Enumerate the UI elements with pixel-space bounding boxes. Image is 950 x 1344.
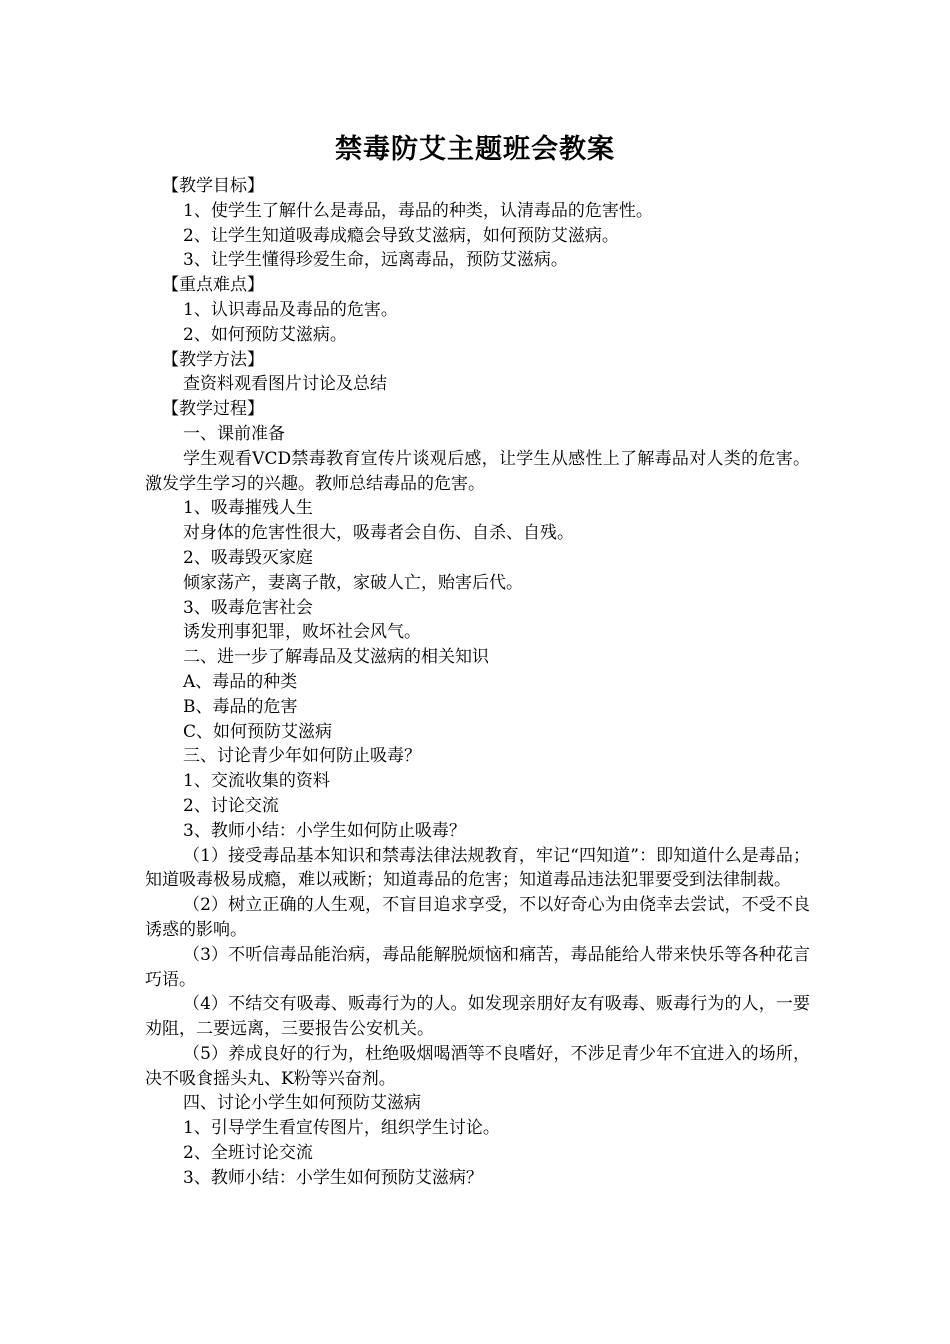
document-title: 禁毒防艾主题班会教案	[335, 134, 615, 165]
text-line: 2、让学生知道吸毒成瘾会导致艾滋病，如何预防艾滋病。	[183, 225, 619, 246]
paragraph: （2）树立正确的人生观，不盲目追求享受，不以好奇心为由侥幸去尝试，不受不良诱惑的影响。	[145, 895, 810, 940]
paragraph: （5）养成良好的行为，杜绝吸烟喝酒等不良嗜好，不涉足青少年不宜进入的场所，决不吸食摇头丸、K粉等兴奋剂。	[145, 1043, 810, 1089]
text-line: 倾家荡产，妻离子散，家破人亡，贻害后代。	[183, 572, 523, 593]
text-line: 对身体的危害性很大，吸毒者会自伤、自杀、自残。	[183, 523, 574, 544]
text-line: 二、进一步了解毒品及艾滋病的相关知识	[183, 647, 489, 668]
text-line: 3、让学生懂得珍爱生命，远离毒品，预防艾滋病。	[183, 250, 568, 271]
text-line: 2、讨论交流	[183, 795, 279, 816]
section-heading: 【教学过程】	[162, 399, 264, 420]
text-line: 查资料观看图片讨论及总结	[183, 374, 387, 395]
text-line: A、毒品的种类	[183, 671, 298, 692]
text-line: 3、教师小结：小学生如何防止吸毒？	[183, 820, 466, 841]
text-line: 3、吸毒危害社会	[183, 597, 313, 618]
text-line: 四、讨论小学生如何预防艾滋病	[183, 1093, 421, 1114]
text-line: 2、如何预防艾滋病。	[183, 324, 347, 345]
text-line: B、毒品的危害	[183, 696, 298, 717]
text-line: 1、交流收集的资料	[183, 771, 330, 792]
paragraph: （1）接受毒品基本知识和禁毒法律法规教育，牢记“四知道”：即知道什么是毒品；知道吸毒极易成瘾，难以戒断；知道毒品的危害；知道毒品违法犯罪要受到法律制裁。	[145, 845, 810, 891]
section-heading: 【教学目标】	[162, 176, 264, 196]
text-line: 3、教师小结：小学生如何预防艾滋病？	[183, 1167, 483, 1188]
text-line: 1、认识毒品及毒品的危害。	[183, 299, 398, 320]
text-line: 1、使学生了解什么是毒品，毒品的种类，认清毒品的危害性。	[183, 200, 653, 221]
section-heading: 【教学方法】	[162, 349, 264, 370]
section-heading: 【重点难点】	[162, 275, 264, 296]
paragraph: 学生观看VCD禁毒教育宣传片谈观后感，让学生从感性上了解毒品对人类的危害。激发学生学习的兴趣。教师总结毒品的危害。	[145, 448, 810, 494]
document-body	[145, 174, 810, 1191]
text-line: 诱发刑事犯罪，败坏社会风气。	[183, 622, 421, 643]
text-line: 2、吸毒毁灭家庭	[183, 547, 313, 568]
text-line: 一、课前准备	[183, 423, 285, 444]
paragraph: （3）不听信毒品能治病，毒品能解脱烦恼和痛苦，毒品能给人带来快乐等各种花言巧语。	[145, 944, 810, 990]
text-line: 1、吸毒摧残人生	[183, 498, 313, 519]
text-line: 2、全班讨论交流	[183, 1143, 313, 1164]
text-line: C、如何预防艾滋病	[183, 721, 333, 742]
paragraph: （4）不结交有吸毒、贩毒行为的人。如发现亲朋好友有吸毒、贩毒行为的人，一要劝阻，二要远离，三要报告公安机关。	[145, 994, 810, 1040]
text-line: 三、讨论青少年如何防止吸毒？	[183, 746, 421, 767]
text-line: 1、引导学生看宣传图片，组织学生讨论。	[183, 1118, 500, 1139]
